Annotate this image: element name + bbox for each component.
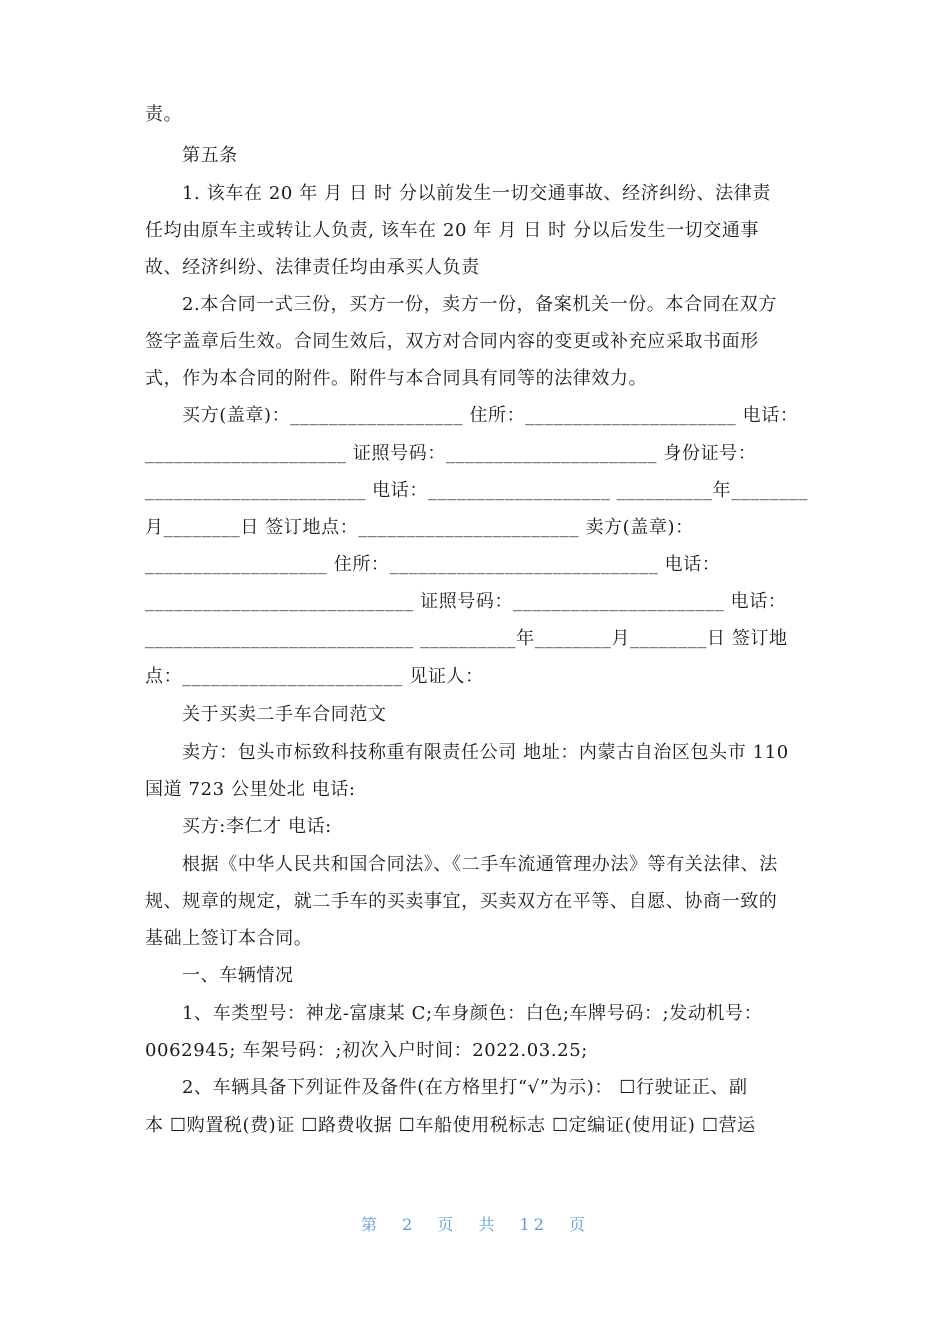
text-line: 根据《中华人民共和国合同法》、《二手车流通管理办法》等有关法律、法 (182, 854, 778, 875)
text-line: 式，作为本合同的附件。附件与本合同具有同等的法律效力。 (145, 368, 648, 389)
text-line: 责。 (145, 104, 183, 125)
text-line: 卖方：包头市标致科技称重有限责任公司 地址：内蒙古自治区包头市 110 (182, 742, 789, 763)
signature-field-line: 买方(盖章)：__________________ 住所：______________________ 电话： (182, 405, 799, 426)
page-number-footer: 第 2 页 共 12 页 (361, 1215, 589, 1234)
section-title: 关于买卖二手车合同范文 (182, 704, 387, 725)
text-line: 2、车辆具备下列证件及备件(在方格里打“√”为示)： ☐行驶证正、副 (182, 1077, 748, 1098)
text-line: 签字盖章后生效。合同生效后，双方对合同内容的变更或补充应采取书面形 (145, 331, 759, 352)
text-line: 1、车类型号：神龙-富康某 C;车身颜色：白色;车牌号码：;发动机号： (182, 1003, 763, 1024)
article-heading: 第五条 (182, 145, 238, 166)
text-line: 任均由原车主或转让人负责, 该车在 20 年 月 日 时 分以后发生一切交通事 (145, 220, 760, 241)
section-heading: 一、车辆情况 (182, 965, 294, 986)
text-line: 国道 723 公里处北 电话: (145, 779, 356, 800)
signature-field-line: _____________________ 证照号码：______________________ 身份证号： (145, 443, 757, 464)
signature-field-line: _______________________ 电话：___________________ __________年________ (145, 480, 809, 501)
text-line: 2.本合同一式三份，买方一份，卖方一份，备案机关一份。本合同在双方 (182, 294, 777, 315)
text-line: 规、规章的规定，就二手车的买卖事宜，买卖双方在平等、自愿、协商一致的 (145, 891, 778, 912)
text-line: 基础上签订本合同。 (145, 928, 313, 949)
text-line: 故、经济纠纷、法律责任均由承买人负责 (145, 257, 480, 278)
signature-field-line: ___________________ 住所：____________________________ 电话： (145, 554, 721, 575)
signature-field-line: ____________________________ 证照号码：______________________ 电话： (145, 591, 787, 612)
text-line: 0062945; 车架号码：;初次入户时间：2022.03.25; (145, 1040, 588, 1061)
signature-field-line: 点：_______________________ 见证人： (145, 666, 484, 687)
signature-field-line: 月________日 签订地点：_______________________ 卖方(盖章)： (145, 517, 694, 538)
text-line: 1. 该车在 20 年 月 日 时 分以前发生一切交通事故、经济纠纷、法律责 (182, 183, 771, 204)
text-line: 本 ☐购置税(费)证 ☐路费收据 ☐车船使用税标志 ☐定编证(使用证) ☐营运 (145, 1115, 756, 1136)
signature-field-line: ____________________________ __________年________月________日 签订地 (145, 628, 788, 649)
text-line: 买方:李仁才 电话: (182, 816, 332, 837)
